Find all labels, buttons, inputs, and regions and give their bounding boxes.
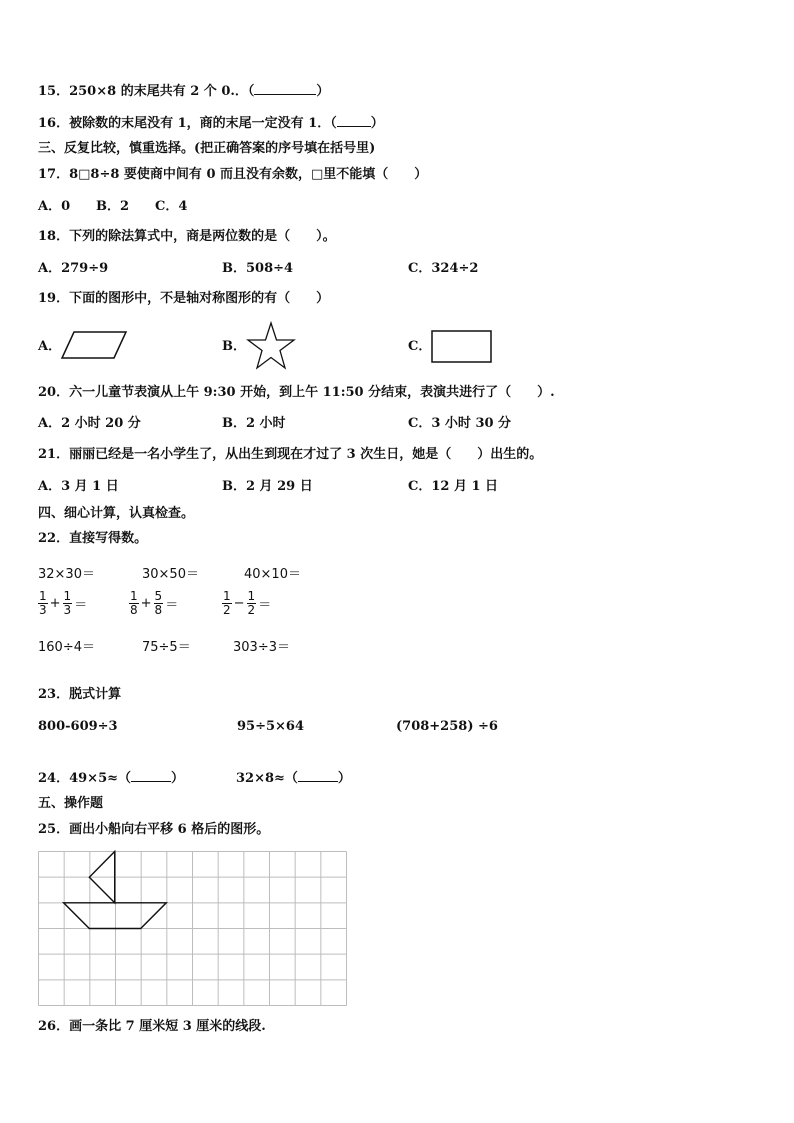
section-3-heading: 三、反复比较，慎重选择。(把正确答案的序号填在括号里)	[38, 141, 376, 156]
answer-blank[interactable]	[298, 770, 338, 782]
calc-item: 303÷3＝	[233, 640, 290, 655]
question-16: 16．被除数的末尾没有 1，商的末尾一定没有 1．（ ）	[38, 116, 384, 131]
calc-item: 32×30＝	[38, 567, 95, 582]
calc-item: 75÷5＝	[142, 640, 191, 655]
option-b[interactable]: B．2 月 29 日	[222, 479, 313, 494]
calc-item: 40×10＝	[244, 567, 301, 582]
fraction: $\frac{1}{8}$	[130, 589, 138, 617]
option-b[interactable]: B．508÷4	[222, 261, 294, 276]
option-a[interactable]: A．0	[38, 199, 71, 214]
section-5-heading: 五、操作题	[38, 796, 104, 811]
fraction: $\frac{1}{2}$	[223, 589, 231, 617]
question-18-text: 18．下列的除法算式中，商是两位数的是（ ）。	[38, 229, 336, 244]
question-22-text: 22．直接写得数。	[38, 531, 148, 546]
question-24b: 32×8≈（ ）	[236, 771, 351, 786]
fraction-expression: $\frac{1}{3}$ + $\frac{1}{3}$ ＝	[39, 589, 88, 617]
calc-item: 160÷4＝	[38, 640, 95, 655]
question-25-text: 25．画出小船向右平移 6 格后的图形。	[38, 822, 270, 837]
option-a[interactable]: A．2 小时 20 分	[38, 416, 141, 431]
calc-item: 95÷5×64	[237, 719, 305, 734]
option-b[interactable]: B．	[222, 339, 246, 354]
fraction: $\frac{1}{2}$	[247, 589, 256, 617]
answer-blank[interactable]	[337, 115, 371, 127]
option-b[interactable]: B．2 小时	[222, 416, 286, 431]
fraction: $\frac{1}{3}$	[63, 589, 72, 617]
square-grid[interactable]	[38, 851, 350, 1008]
parallelogram-icon	[60, 330, 130, 360]
fraction: $\frac{5}{8}$	[154, 589, 163, 617]
section-4-heading: 四、细心计算，认真检查。	[38, 506, 195, 521]
calc-item: 800-609÷3	[38, 719, 118, 734]
option-a[interactable]: A．	[38, 339, 62, 354]
question-21-text: 21．丽丽已经是一名小学生了，从出生到现在才过了 3 次生日，她是（ ）出生的。	[38, 447, 543, 462]
boat-hull	[64, 903, 167, 929]
boat-figure	[64, 852, 167, 929]
rectangle-icon	[430, 329, 494, 365]
question-20-text: 20．六一儿童节表演从上午 9:30 开始，到上午 11:50 分结束，表演共进行了（ ）.	[38, 385, 555, 400]
option-c[interactable]: C．324÷2	[408, 261, 479, 276]
question-23-text: 23．脱式计算	[38, 687, 122, 702]
question-19-text: 19．下面的图形中，不是轴对称图形的有（ ）	[38, 291, 330, 306]
question-16-text: 16．被除数的末尾没有 1，商的末尾一定没有 1．（	[38, 116, 337, 131]
question-15: 15．250×8 的末尾共有 2 个 0.．（ ）	[38, 84, 330, 99]
question-17-text: 17．8□8÷8 要使商中间有 0 而且没有余数，□里不能填（ ）	[38, 167, 428, 182]
calc-item: (708+258) ÷6	[396, 719, 498, 734]
answer-blank[interactable]	[254, 83, 316, 95]
answer-blank[interactable]	[131, 770, 171, 782]
option-c[interactable]: C．12 月 1 日	[408, 479, 499, 494]
question-26-text: 26．画一条比 7 厘米短 3 厘米的线段.	[38, 1019, 266, 1034]
option-a[interactable]: A．3 月 1 日	[38, 479, 119, 494]
option-c[interactable]: C．4	[155, 199, 188, 214]
option-c[interactable]: C．3 小时 30 分	[408, 416, 512, 431]
option-b[interactable]: B．2	[96, 199, 130, 214]
calc-item: 30×50＝	[142, 567, 199, 582]
option-a[interactable]: A．279÷9	[38, 261, 109, 276]
option-c[interactable]: C．	[408, 339, 432, 354]
fraction: $\frac{1}{3}$	[39, 589, 47, 617]
fraction-expression: $\frac{1}{2}$ − $\frac{1}{2}$ ＝	[223, 589, 272, 617]
fraction-expression: $\frac{1}{8}$ + $\frac{5}{8}$ ＝	[130, 589, 179, 617]
question-15-text: 15．250×8 的末尾共有 2 个 0.．（	[38, 84, 255, 99]
question-24a: 24．49×5≈（ ）	[38, 771, 185, 786]
star-icon	[245, 321, 297, 371]
